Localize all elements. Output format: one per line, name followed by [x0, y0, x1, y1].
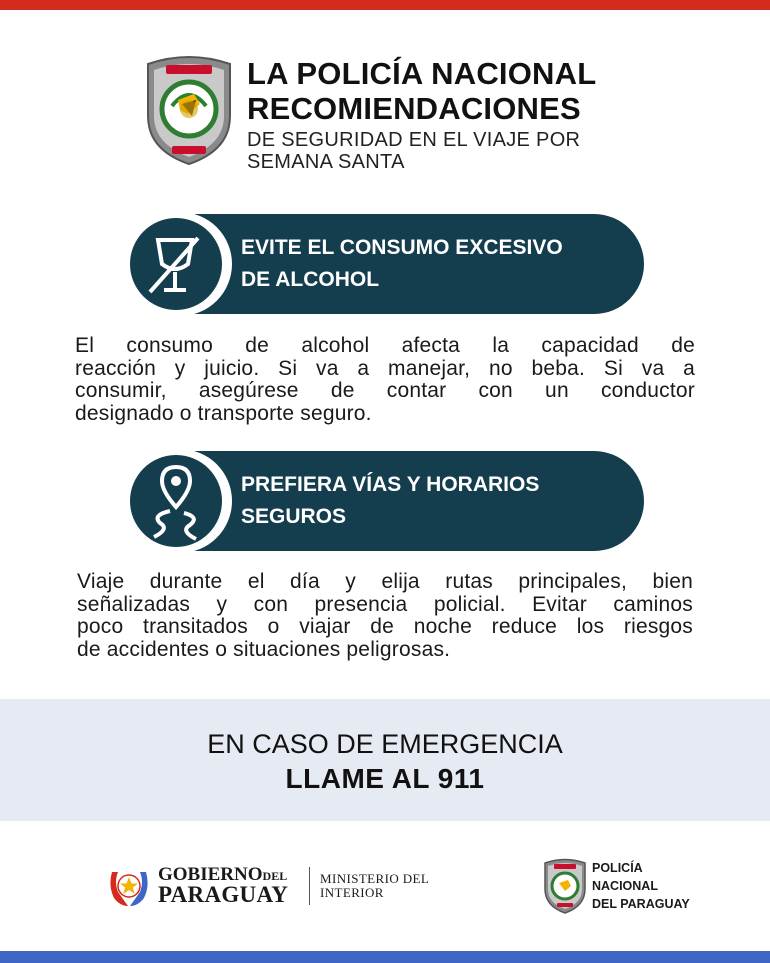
emergency-line1: EN CASO DE EMERGENCIA [207, 729, 563, 759]
tip-body-line: de accidentes o situaciones peligrosas. [77, 637, 451, 661]
no-alcohol-icon [130, 212, 234, 316]
tip-title-line1: PREFIERA VÍAS Y HORARIOS [241, 473, 540, 496]
tip-body-line: Viaje durante el día y elija rutas principales, bien [77, 570, 693, 593]
tip-title-line2: DE ALCOHOL [241, 268, 380, 291]
ministerio-line2: INTERIOR [320, 885, 384, 900]
tip-body-line: señalizadas y con presencia policial. Evitar caminos [77, 592, 693, 616]
police-seal-logo [142, 54, 236, 166]
tip-banner-routes [132, 451, 644, 551]
policia-line1: POLICÍA [592, 861, 643, 875]
header-title-line1: LA POLICÍA NACIONAL [247, 56, 597, 91]
gobierno-paraguay-logo [106, 864, 152, 908]
header-subtitle-line1: DE SEGURIDAD EN EL VIAJE POR [247, 129, 581, 151]
tip-body-routes [77, 571, 693, 661]
emergency-line2: LLAME AL 911 [285, 763, 485, 794]
gobierno-del-word: DEL [262, 869, 288, 883]
header-subtitle-line2: SEMANA SANTA [247, 151, 405, 173]
route-pin-icon [130, 449, 234, 553]
header-title-line2: RECOMIENDACIONES [247, 91, 581, 126]
tip-body-line: consumir, asegúrese de contar con un conductor [75, 379, 695, 402]
footer-divider [309, 867, 310, 905]
emergency-panel [0, 699, 770, 821]
tip-title-line1: EVITE EL CONSUMO EXCESIVO [241, 236, 563, 259]
bottom-flag-stripe [0, 951, 770, 963]
top-flag-stripe [0, 0, 770, 10]
tip-banner-alcohol [132, 214, 644, 314]
policia-line3: DEL PARAGUAY [592, 897, 690, 911]
tip-body-alcohol [75, 335, 695, 425]
ministerio-line1: MINISTERIO DEL [320, 871, 430, 886]
tip-title-line2: SEGUROS [241, 505, 347, 528]
gobierno-line2: PARAGUAY [158, 882, 289, 907]
tip-body-line: reacción y juicio. Si va a manejar, no beba. Si va a [75, 356, 695, 380]
policia-line2: NACIONAL [592, 879, 658, 893]
tip-body-line: designado o transporte seguro. [75, 401, 372, 425]
police-seal-small-logo [542, 858, 588, 914]
tip-body-line: poco transitados o viajar de noche reduce los riesgos [77, 615, 693, 638]
gobierno-word: GOBIERNO [158, 864, 263, 885]
tip-body-line: El consumo de alcohol afecta la capacidad de [75, 334, 695, 357]
